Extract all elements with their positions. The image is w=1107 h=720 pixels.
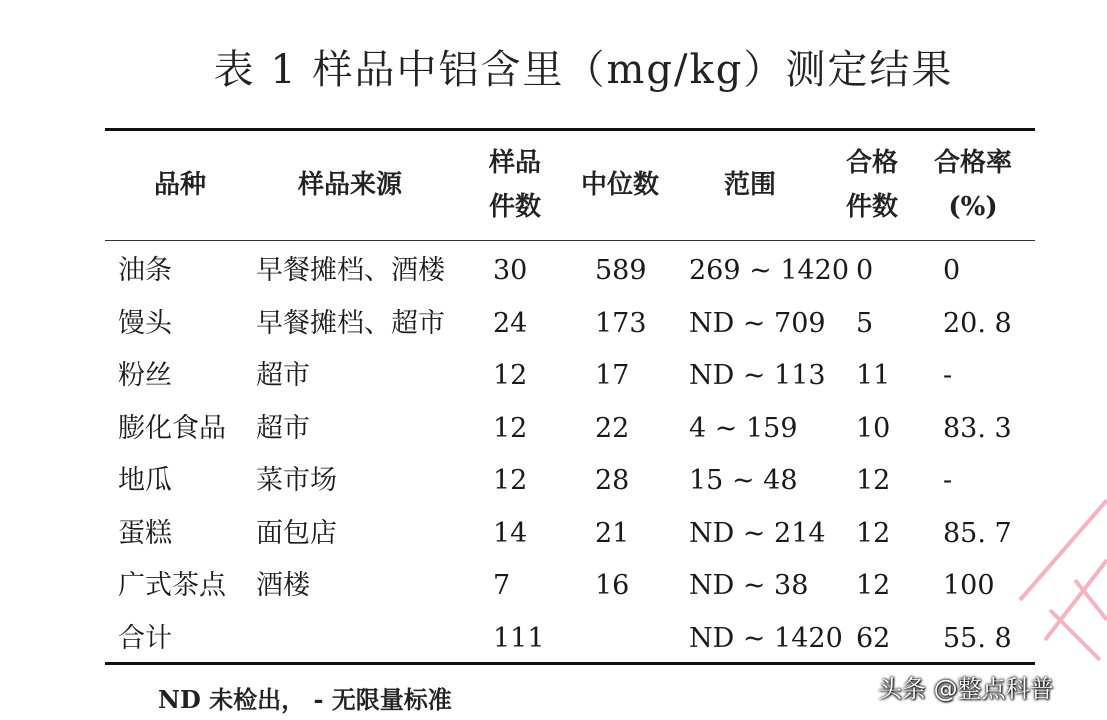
cell-range: ND ~ 113 bbox=[689, 360, 826, 391]
cell-range: ND ~ 1420 bbox=[689, 622, 843, 654]
header-pass bbox=[832, 135, 912, 235]
cell-source: 酒楼 bbox=[256, 570, 310, 601]
cell-pass: 12 bbox=[856, 517, 891, 549]
cell-range: 269 ~ 1420 bbox=[689, 255, 850, 286]
cell-count: 14 bbox=[493, 517, 528, 549]
table-row bbox=[105, 508, 1035, 561]
cell-source: 超市 bbox=[256, 412, 310, 444]
header-pass-line2: 件数 bbox=[845, 192, 898, 222]
cell-variety: 地瓜 bbox=[118, 465, 172, 496]
cell-rate: - bbox=[943, 465, 953, 496]
watermark-label: 头条 @整点科普 bbox=[878, 675, 1054, 703]
cell-pass: 11 bbox=[856, 360, 891, 391]
header-range-label: 范围 bbox=[723, 170, 776, 200]
cell-rate: 83. 3 bbox=[943, 412, 1012, 444]
cell-variety: 广式茶点 bbox=[118, 570, 226, 601]
cell-pass: 62 bbox=[856, 622, 891, 654]
table-row bbox=[105, 455, 1035, 508]
cell-range: ND ~ 38 bbox=[689, 570, 809, 601]
cell-median: 21 bbox=[595, 517, 630, 549]
header-median-label: 中位数 bbox=[580, 170, 659, 200]
cell-median: 17 bbox=[595, 360, 630, 391]
cell-range: 4 ~ 159 bbox=[689, 412, 798, 444]
header-variety bbox=[135, 135, 225, 235]
cell-rate: 55. 8 bbox=[943, 622, 1012, 654]
header-range bbox=[705, 135, 795, 235]
cell-rate: 0 bbox=[943, 255, 961, 286]
cell-source: 菜市场 bbox=[256, 465, 337, 496]
table-row bbox=[105, 403, 1035, 456]
cell-pass: 0 bbox=[856, 255, 874, 286]
cell-source: 早餐摊档、超市 bbox=[256, 307, 445, 339]
cell-count: 111 bbox=[493, 622, 545, 654]
header-rate-line2: (%) bbox=[948, 192, 998, 222]
cell-median: 589 bbox=[595, 255, 647, 286]
header-median bbox=[570, 135, 670, 235]
table-top-rule bbox=[105, 128, 1035, 131]
cell-source: 超市 bbox=[256, 360, 310, 391]
cell-count: 12 bbox=[493, 412, 528, 444]
cell-count: 12 bbox=[493, 465, 528, 496]
cell-rate: 100 bbox=[943, 570, 995, 601]
header-source-label: 样品来源 bbox=[297, 170, 402, 200]
cell-variety: 粉丝 bbox=[118, 360, 172, 391]
table-footnote: ND 未检出， - 无限量标准 bbox=[158, 685, 452, 714]
header-count-line2: 件数 bbox=[488, 192, 541, 222]
header-source bbox=[275, 135, 425, 235]
cell-median: 22 bbox=[595, 412, 630, 444]
table-row bbox=[105, 245, 1035, 298]
cell-variety: 馒头 bbox=[118, 307, 172, 339]
header-variety-label: 品种 bbox=[153, 170, 206, 200]
cell-pass: 12 bbox=[856, 465, 891, 496]
cell-variety: 膨化食品 bbox=[118, 412, 226, 444]
cell-count: 12 bbox=[493, 360, 528, 391]
cell-rate: 20. 8 bbox=[943, 307, 1012, 339]
cell-count: 30 bbox=[493, 255, 528, 286]
cell-pass: 5 bbox=[856, 307, 874, 339]
cell-pass: 12 bbox=[856, 570, 891, 601]
header-rate bbox=[923, 135, 1023, 235]
cell-source: 早餐摊档、酒楼 bbox=[256, 255, 445, 286]
cell-rate: 85. 7 bbox=[943, 517, 1012, 549]
table-row-total bbox=[105, 613, 1035, 666]
table-row bbox=[105, 350, 1035, 403]
cell-pass: 10 bbox=[856, 412, 891, 444]
header-count-line1: 样品 bbox=[488, 148, 541, 178]
cell-median: 173 bbox=[595, 307, 647, 339]
cell-range: 15 ~ 48 bbox=[689, 465, 798, 496]
cell-median: 28 bbox=[595, 465, 630, 496]
cell-rate: - bbox=[943, 360, 953, 391]
table-row bbox=[105, 560, 1035, 613]
cell-variety: 油条 bbox=[118, 255, 172, 286]
table-bottom-rule bbox=[105, 662, 1035, 665]
table-row bbox=[105, 298, 1035, 351]
cell-range: ND ~ 709 bbox=[689, 307, 826, 339]
header-rate-line1: 合格率 bbox=[933, 148, 1012, 178]
table-title: 表 1 样品中铝含里（mg/kg）测定结果 bbox=[213, 47, 954, 93]
header-count bbox=[475, 135, 555, 235]
cell-count: 24 bbox=[493, 307, 528, 339]
cell-count: 7 bbox=[493, 570, 511, 601]
cell-range: ND ~ 214 bbox=[689, 517, 826, 549]
table-body bbox=[105, 245, 1035, 665]
cell-variety: 蛋糕 bbox=[118, 517, 172, 549]
header-divider-rule bbox=[105, 240, 1035, 241]
table-header bbox=[105, 135, 1035, 235]
header-pass-line1: 合格 bbox=[845, 148, 898, 178]
cell-source: 面包店 bbox=[256, 517, 337, 549]
cell-variety: 合计 bbox=[118, 622, 172, 654]
cell-median: 16 bbox=[595, 570, 630, 601]
